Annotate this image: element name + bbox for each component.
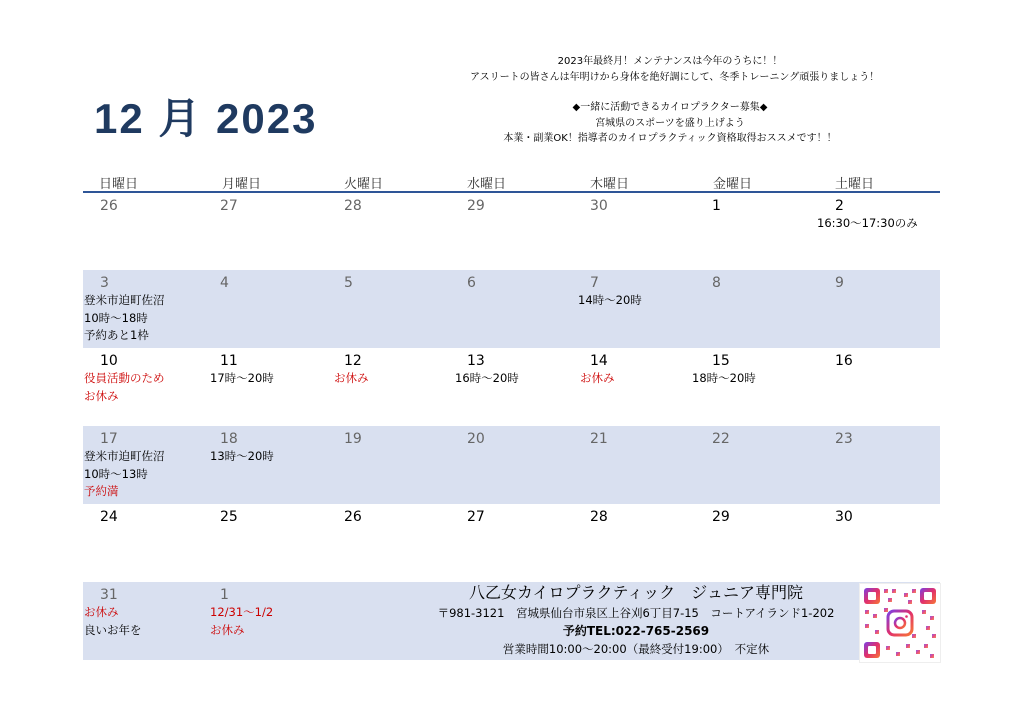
week-row: [83, 348, 940, 426]
day-cell[interactable]: [329, 426, 452, 504]
day-note: 予約満: [84, 484, 119, 498]
day-cell[interactable]: [329, 270, 452, 348]
day-note: 10時～18時: [84, 310, 148, 325]
day-cell[interactable]: [452, 270, 575, 348]
day-cell[interactable]: [821, 270, 944, 348]
day-number: 21: [590, 431, 608, 447]
day-cell[interactable]: [206, 426, 329, 504]
weekday-label: 火曜日: [344, 177, 384, 192]
day-cell[interactable]: [329, 504, 452, 582]
day-note: 良いお年を: [84, 622, 142, 637]
notice-line: ◆一緒に活動できるカイロプラクター募集◆: [572, 102, 768, 113]
day-number: 15: [712, 353, 730, 369]
day-cell[interactable]: [206, 504, 329, 582]
clinic-name: 八乙女カイロプラクティック ジュニア専門院: [469, 583, 803, 602]
clinic-hours: 営業時間10:00～20:00（最終受付19:00） 不定休: [502, 642, 770, 656]
day-number: 16: [835, 353, 853, 369]
weekday-header: [83, 171, 940, 193]
day-number: 26: [344, 509, 362, 525]
day-number: 22: [712, 431, 730, 447]
day-number: 26: [100, 198, 118, 214]
day-number: 31: [100, 587, 118, 603]
day-number: 25: [220, 509, 238, 525]
day-number: 19: [344, 431, 362, 447]
clinic-address: 〒981-3121 宮城県仙台市泉区上谷刈6丁目7-15 コートアイランド1-202: [437, 606, 835, 620]
weekday-label: 土曜日: [835, 177, 875, 192]
day-cell[interactable]: [821, 348, 944, 426]
day-number: 9: [835, 275, 844, 291]
day-cell[interactable]: [817, 193, 944, 270]
day-cell[interactable]: [206, 348, 329, 426]
day-note: 18時～20時: [692, 371, 756, 385]
day-number: 8: [712, 275, 721, 291]
day-cell[interactable]: [83, 348, 206, 426]
day-number: 3: [100, 275, 109, 291]
day-number: 28: [344, 198, 362, 214]
notice-line: 2023年最終月！メンテナンスは今年のうちに！！: [557, 56, 783, 67]
weekday-label: 金曜日: [713, 177, 753, 192]
day-note: 14時～20時: [578, 293, 642, 307]
day-number: 10: [100, 353, 118, 369]
notice-line: アスリートの皆さんは年明けから身体を絶好調にして、冬季トレーニング頑張りましょう！: [470, 71, 880, 83]
day-cell[interactable]: [575, 348, 698, 426]
day-number: 13: [467, 353, 485, 369]
day-number: 29: [467, 198, 485, 214]
day-number: 27: [467, 509, 485, 525]
day-note: お休み: [84, 388, 119, 403]
day-cell[interactable]: [83, 193, 206, 270]
day-cell[interactable]: [575, 270, 698, 348]
day-number: 18: [220, 431, 238, 447]
weekday-label: 木曜日: [590, 177, 630, 192]
day-cell[interactable]: [329, 193, 452, 270]
weekday-label: 月曜日: [222, 177, 262, 192]
day-number: 17: [100, 431, 118, 447]
day-number: 1: [220, 587, 229, 603]
day-cell[interactable]: [206, 193, 329, 270]
day-number: 30: [835, 509, 853, 525]
day-cell[interactable]: [698, 193, 821, 270]
day-cell[interactable]: [692, 348, 821, 426]
day-cell[interactable]: [698, 504, 821, 582]
notice-line: 宮城県のスポーツを盛り上げよう: [595, 117, 745, 129]
day-cell[interactable]: [452, 193, 575, 270]
day-number: 27: [220, 198, 238, 214]
day-number: 14: [590, 353, 608, 369]
day-number: 4: [220, 275, 229, 291]
day-cell[interactable]: [452, 348, 575, 426]
day-note: 予約あと1枠: [84, 328, 149, 342]
day-number: 28: [590, 509, 608, 525]
day-cell[interactable]: [698, 270, 821, 348]
day-number: 5: [344, 275, 353, 291]
day-number: 24: [100, 509, 118, 525]
day-cell[interactable]: [452, 504, 575, 582]
day-number: 7: [590, 275, 599, 291]
day-cell[interactable]: [698, 426, 821, 504]
day-cell[interactable]: [83, 426, 206, 504]
day-cell[interactable]: [83, 270, 206, 348]
day-cell[interactable]: [329, 348, 452, 426]
day-note: 登米市迫町佐沼: [84, 449, 165, 463]
day-cell[interactable]: [821, 504, 944, 582]
instagram-qr-code-icon[interactable]: [859, 583, 941, 663]
day-number: 12: [344, 353, 362, 369]
weekday-label: 日曜日: [99, 177, 139, 192]
day-note: お休み: [84, 605, 119, 619]
week-row: [83, 270, 940, 348]
day-note: 10時～13時: [84, 466, 148, 481]
day-cell[interactable]: [206, 270, 329, 348]
week-row: [83, 504, 940, 582]
day-number: 1: [712, 198, 721, 214]
day-note: 12/31～1/2: [210, 605, 274, 619]
day-number: 29: [712, 509, 730, 525]
day-number: 23: [835, 431, 853, 447]
day-note: 17時～20時: [210, 371, 274, 385]
day-cell[interactable]: [575, 193, 698, 270]
day-note: 役員活動のため: [84, 371, 165, 385]
day-note: 16:30～17:30のみ: [817, 216, 918, 230]
day-note: 登米市迫町佐沼: [84, 293, 165, 307]
day-number: 20: [467, 431, 485, 447]
day-cell[interactable]: [821, 426, 944, 504]
day-cell[interactable]: [452, 426, 575, 504]
day-note: お休み: [580, 371, 615, 385]
month-title: 12 月 2023: [94, 95, 318, 142]
notice-block: [470, 54, 880, 147]
day-note: 13時～20時: [210, 449, 274, 463]
day-note: お休み: [210, 622, 245, 637]
day-note: お休み: [334, 371, 369, 385]
day-number: 11: [220, 353, 238, 369]
week-row: [83, 193, 940, 270]
day-cell[interactable]: [206, 582, 329, 660]
day-cell[interactable]: [83, 582, 206, 660]
day-number: 2: [835, 198, 844, 214]
day-number: 6: [467, 275, 476, 291]
day-cell[interactable]: [575, 504, 698, 582]
day-cell[interactable]: [83, 504, 206, 582]
clinic-info: [420, 582, 852, 658]
week-row: [83, 426, 940, 504]
day-number: 30: [590, 198, 608, 214]
day-cell[interactable]: [575, 426, 698, 504]
clinic-phone[interactable]: 予約TEL:022-765-2569: [562, 624, 710, 638]
weekday-label: 水曜日: [467, 177, 507, 192]
day-note: 16時～20時: [455, 371, 519, 385]
notice-line: 本業・副業OK！指導者のカイロプラクティック資格取得おススメです！！: [503, 133, 837, 144]
